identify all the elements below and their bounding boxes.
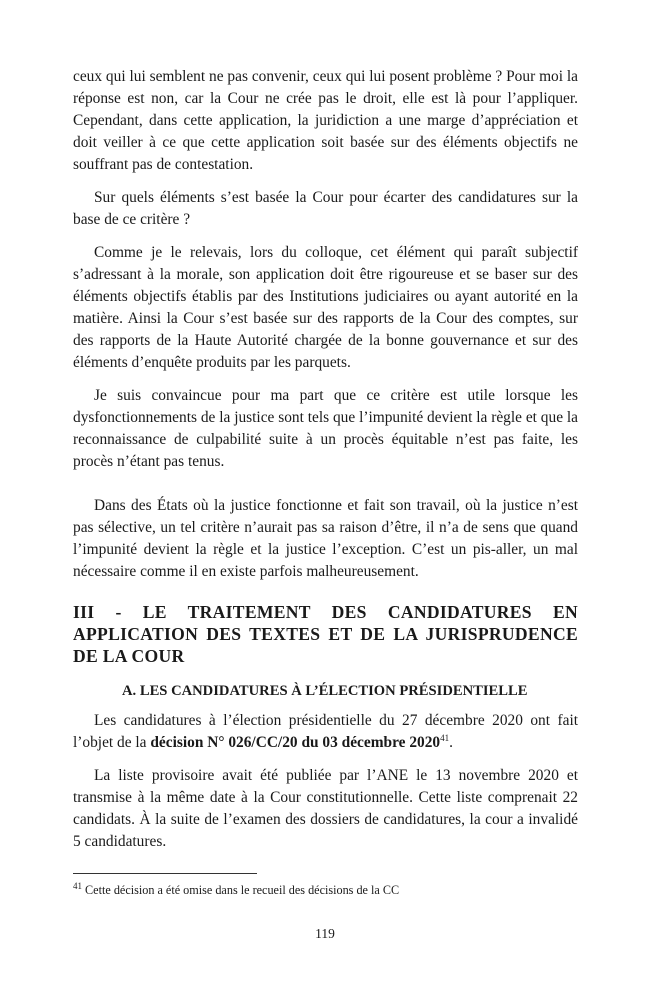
subsection-heading: A. LES CANDIDATURES À L’ÉLECTION PRÉSIDENTIELLE (122, 683, 528, 699)
decision-reference: décision N° 026/CC/20 du 03 décembre 2020 (150, 734, 441, 751)
paragraph-3: Comme je le relevais, lors du colloque, cet élément qui paraît subjectif s’adressant à la morale, son application doit être rigoureuse et se baser sur des éléments objectifs établis par des Institutions judiciaires ou ayant autorité en la matière. Ainsi la Cour s’est basée sur des rapports de la Cour des comptes, sur des rapports de la Haute Autorité chargée de la bonne gouvernance et sur des éléments d’enquête produits par les parquets. (73, 244, 578, 371)
footnote-number: 41 (73, 880, 82, 891)
paragraph-5: Dans des États où la justice fonctionne et fait son travail, où la justice n’est pas sélective, un tel critère n’aurait pas sa raison d’être, il n’a de sens que quand l’impunité devient la règle et la justice l’exception. C’est un pis-aller, un mal nécessaire comme il en existe parfois malheureusement. (73, 497, 578, 580)
paragraph-1: ceux qui lui semblent ne pas convenir, ceux qui lui posent problème ? Pour moi la réponse est non, car la Cour ne crée pas le droit, elle est là pour l’appliquer. Cependant, dans cette application, la juridiction a une marge d’appréciation et doit veiller à ce que cette application soit basée sur des éléments objectifs ne souffrant pas de contestation. (73, 68, 578, 173)
page-number: 119 (315, 926, 335, 941)
footnote-ref-41[interactable]: 41 (440, 732, 450, 743)
section-heading: III - LE TRAITEMENT DES CANDIDATURES EN APPLICATION DES TEXTES ET DE LA JURISPRUDENCE DE LA COUR (73, 602, 578, 666)
footnote-divider (73, 873, 257, 874)
paragraph-2: Sur quels éléments s’est basée la Cour pour écarter des candidatures sur la base de ce critère ? (73, 189, 578, 228)
paragraph-7: La liste provisoire avait été publiée par l’ANE le 13 novembre 2020 et transmise à la même date à la Cour constitutionnelle. Cette liste comprenait 22 candidats. À la suite de l’examen des dossiers de candidatures, la cour a invalidé 5 candidatures. (73, 767, 578, 850)
footnote-text: Cette décision a été omise dans le recueil des décisions de la CC (82, 883, 400, 897)
footnote (73, 882, 578, 898)
page-body (73, 66, 578, 853)
paragraph-6-text: Les candidatures à l’élection présidentielle du 27 décembre 2020 ont fait l’objet de la (73, 712, 578, 751)
paragraph-6 (73, 710, 578, 754)
paragraph-4: Je suis convaincue pour ma part que ce critère est utile lorsque les dysfonctionnements de la justice sont tels que l’impunité devient la règle et que la reconnaissance de culpabilité suite à un procès équitable n’est pas faite, les procès n’étant pas tenus. (73, 387, 578, 470)
paragraph-6-end: . (449, 734, 453, 751)
